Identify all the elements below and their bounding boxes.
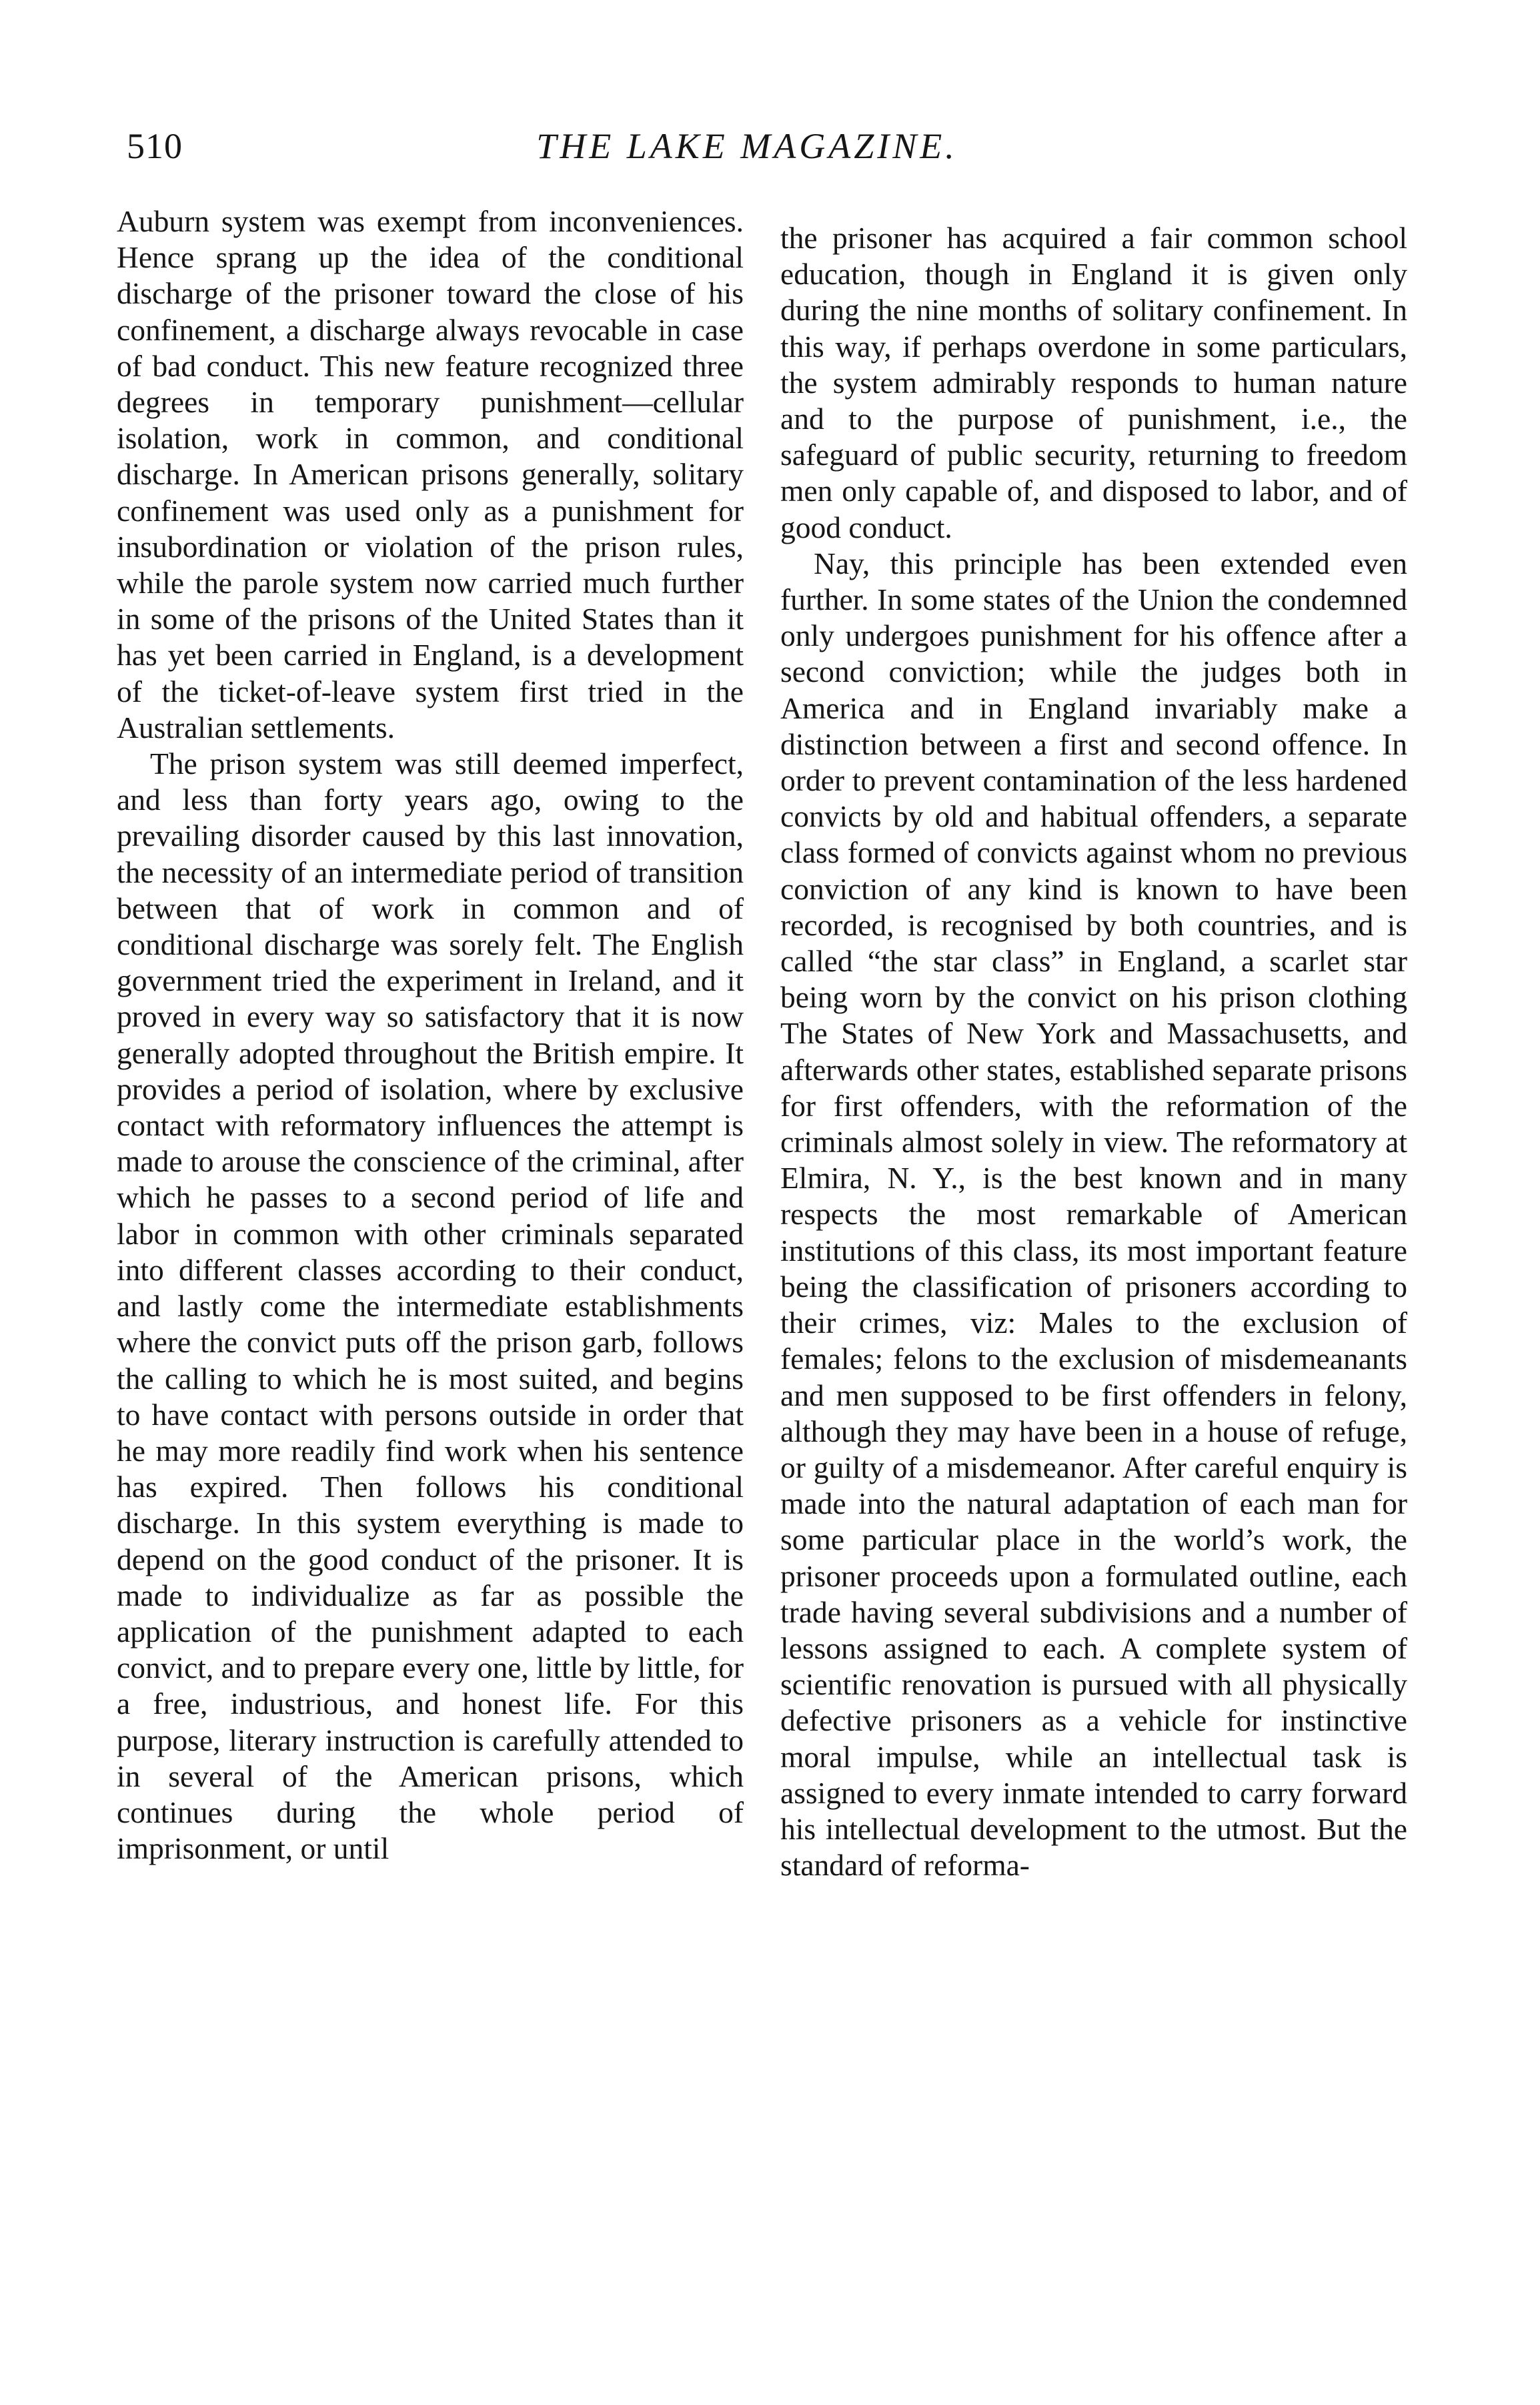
- paragraph: the prisoner has acquired a fair common school education, though in England it is given only during the nine months of solitary confinement. In this way, if perhaps overdone in some particulars, the system admirably responds to human nature and to the purpose of punishment, i.e., the safeguard of public security, returning to freedom men only capable of, and disposed to labor, and of good conduct.: [780, 221, 1407, 544]
- page-header: [113, 125, 1381, 179]
- paragraph: The prison system was still deemed imperfect, and less than forty years ago, owing to the prevailing disorder caused by this last innovation, the necessity of an intermediate period of transition between that of work in common and of conditional discharge was sorely felt. The English government tried the experiment in Ireland, and it proved in every way so satisfactory that it is now generally adopted throughout the British empire. It provides a period of isolation, where by exclusive contact with reformatory influences the attempt is made to arouse the conscience of the criminal, after which he passes to a second period of life and labor in common with other criminals separated into different classes according to their conduct, and lastly come the intermediate establishments where the convict puts off the prison garb, follows the calling to which he is most suited, and begins to have contact with persons outside in order that he may more readily find work when his sentence has expired. Then follows his conditional discharge. In this system everything is made to depend on the good conduct of the prisoner. It is made to individualize as far as possible the application of the punishment adapted to each convict, and to prepare every one, little by little, for a free, industrious, and honest life. For this purpose, literary instruction is carefully attended to in several of the American prisons, which continues during the whole period of imprisonment, or until: [117, 747, 744, 1866]
- right-column: [780, 220, 1407, 1883]
- page-number: 510: [127, 126, 183, 166]
- running-title: THE LAKE MAGAZINE.: [536, 126, 958, 166]
- paragraph: Nay, this principle has been extended even further. In some states of the Union the condemned only undergoes punishment for his offence after a second conviction; while the judges both in America and in England invariably make a distinction between a first and second offence. In order to prevent contamination of the less hardened convicts by old and habitual offenders, a separate class formed of convicts against whom no previous conviction of any kind is known to have been recorded, is recognised by both countries, and is called “the star class” in England, a scarlet star being worn by the convict on his prison clothing The States of New York and Massachusetts, and afterwards other states, established separate prisons for first offenders, with the reformation of the criminals almost solely in view. The reformatory at Elmira, N. Y., is the best known and in many respects the most remarkable of American institutions of this class, its most important feature being the classification of prisoners according to their crimes, viz: Males to the exclusion of females; felons to the exclusion of misdemeanants and men supposed to be first offenders in felony, although they may have been in a house of refuge, or guilty of a misdemeanor. After careful enquiry is made into the natural adaptation of each man for some particular place in the world’s work, the prisoner proceeds upon a formulated outline, each trade having several subdivisions and a number of lessons assigned to each. A complete system of scientific renovation is pursued with all physically defective prisoners as a vehicle for instinctive moral impulse, while an intellectual task is assigned to every inmate intended to carry forward his intellectual development to the utmost. But the standard of reforma-: [780, 546, 1407, 1883]
- left-column: [117, 203, 744, 1867]
- paragraph: Auburn system was exempt from inconveniences. Hence sprang up the idea of the conditional discharge of the prisoner toward the close of his confinement, a discharge always revocable in case of bad conduct. This new feature recognized three degrees in temporary punishment—cellular isolation, work in common, and conditional discharge. In American prisons generally, solitary confinement was used only as a punishment for insubordination or violation of the prison rules, while the parole system now carried much further in some of the prisons of the United States than it has yet been carried in England, is a development of the ticket-of-leave system first tried in the Australian settlements.: [117, 204, 744, 745]
